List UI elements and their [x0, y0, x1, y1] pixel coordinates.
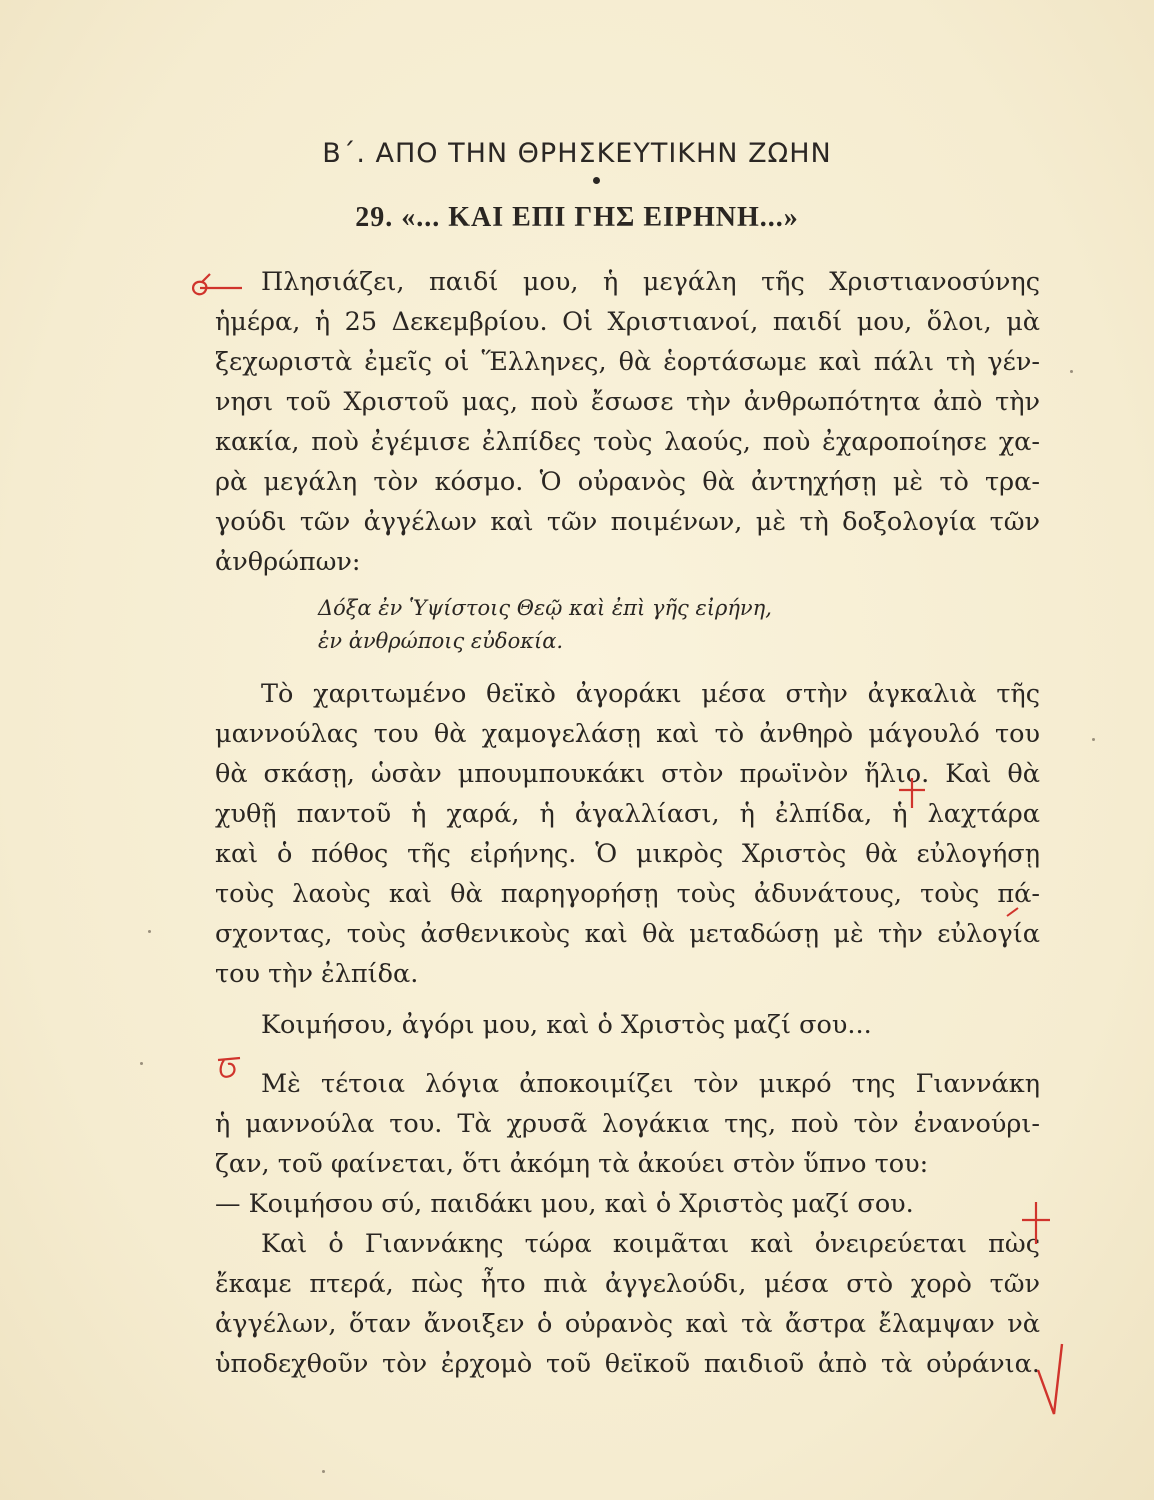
proofreader-check-mark-icon: [1036, 1340, 1066, 1420]
text-line: ζαν, τοῦ φαίνεται, ὅτι ἀκόμη τὰ ἀκούει στὸν ὕπνο του:: [215, 1149, 929, 1179]
bible-verse: [318, 592, 772, 658]
text-line: ἡ μαννούλα του. Τὰ χρυσᾶ λογάκια της, ποὺ τὸν ἐνανούρι-: [215, 1109, 1040, 1139]
proofreader-paragraph-mark-icon: [210, 1054, 250, 1088]
paper-speck: [1092, 738, 1095, 741]
paper-speck: [148, 930, 151, 933]
section-heading: Β΄. ΑΠΟ ΤΗΝ ΘΡΗΣΚΕΥΤΙΚΗΝ ΖΩΗΝ: [322, 138, 832, 169]
text-line: καὶ ὁ πόθος τῆς εἰρήνης. Ὁ μικρὸς Χριστὸς θὰ εὐλογήσῃ: [215, 839, 1040, 869]
text-line: κακία, ποὺ ἐγέμισε ἐλπίδες τοὺς λαούς, ποὺ ἐχαροποίησε χα-: [215, 427, 1040, 457]
text-line: ἀγγέλων, ὅταν ἄνοιξεν ὁ οὐρανὸς καὶ τὰ ἄστρα ἔλαμψαν νὰ: [215, 1309, 1040, 1339]
text-line: σχοντας, τοὺς ἀσθενικοὺς καὶ θὰ μεταδώσῃ μὲ τὴν εὐλογία: [215, 919, 1040, 949]
proofreader-insert-mark-icon: [1020, 1200, 1054, 1246]
text-line: ἡμέρα, ἡ 25 Δεκεμβρίου. Οἱ Χριστιανοί, παιδί μου, ὅλοι, μὰ: [215, 307, 1040, 337]
paper-speck: [140, 1062, 143, 1065]
paper-speck: [322, 1470, 325, 1473]
chapter-title: 29. «... ΚΑΙ ΕΠΙ ΓΗΣ ΕΙΡΗΝΗ...»: [355, 202, 799, 233]
text-line: Μὲ τέτοια λόγια ἀποκοιμίζει τὸν μικρό της Γιαννάκη: [261, 1069, 1040, 1099]
paragraph-1: [215, 262, 1040, 582]
paragraph-2: [215, 674, 1040, 994]
text-line: ἀνθρώπων:: [215, 547, 361, 577]
text-line: Τὸ χαριτωμένο θεϊκὸ ἀγοράκι μέσα στὴν ἀγκαλιὰ τῆς: [261, 679, 1040, 709]
ornament-dot: [593, 177, 600, 184]
paragraph-3: [215, 1005, 1040, 1045]
text-line: μαννούλας του θὰ χαμογελάσῃ καὶ τὸ ἀνθηρὸ μάγουλό του: [215, 719, 1040, 749]
text-line: ρὰ μεγάλη τὸν κόσμο. Ὁ οὐρανὸς θὰ ἀντηχήσῃ μὲ τὸ τρα-: [215, 467, 1040, 497]
text-line: Πλησιάζει, παιδί μου, ἡ μεγάλη τῆς Χριστιανοσύνης: [261, 267, 1040, 297]
text-line: νησι τοῦ Χριστοῦ μας, ποὺ ἔσωσε τὴν ἀνθρωπότητα ἀπὸ τὴν: [215, 387, 1040, 417]
paper-speck: [1070, 370, 1073, 373]
text-line: Καὶ ὁ Γιαννάκης τώρα κοιμᾶται καὶ ὀνειρεύεται πὼς: [261, 1229, 1040, 1259]
text-line: ξεχωριστὰ ἐμεῖς οἱ Ἕλληνες, θὰ ἑορτάσωμε καὶ πάλι τὴ γέν-: [215, 347, 1040, 377]
text-line: χυθῇ παντοῦ ἡ χαρά, ἡ ἀγαλλίασι, ἡ ἐλπίδα, ἡ λαχτάρα: [215, 799, 1040, 829]
proofreader-insert-mark-icon: [895, 778, 929, 808]
proofreader-paragraph-mark-icon: [186, 270, 246, 304]
text-line: ἔκαμε πτερά, πὼς ἦτο πιὰ ἀγγελούδι, μέσα στὸ χορὸ τῶν: [215, 1269, 1040, 1299]
paragraph-4: [215, 1064, 1040, 1384]
text-line: ὑποδεχθοῦν τὸν ἐρχομὸ τοῦ θεϊκοῦ παιδιοῦ ἀπὸ τὰ οὐράνια.: [215, 1349, 1040, 1379]
text-line: Κοιμήσου, ἀγόρι μου, καὶ ὁ Χριστὸς μαζί σου...: [261, 1010, 872, 1040]
text-line: τοὺς λαοὺς καὶ θὰ παρηγορήσῃ τοὺς ἀδυνάτους, τοὺς πά-: [215, 879, 1040, 909]
dialogue-line: — Κοιμήσου σύ, παιδάκι μου, καὶ ὁ Χριστὸς μαζί σου.: [215, 1189, 914, 1219]
proofreader-small-mark-icon: [1006, 906, 1020, 918]
verse-line: ἐν ἀνθρώποις εὐδοκία.: [318, 629, 564, 653]
text-line: γούδι τῶν ἀγγέλων καὶ τῶν ποιμένων, μὲ τὴ δοξολογία τῶν: [215, 507, 1040, 537]
verse-line: Δόξα ἐν Ὑψίστοις Θεῷ καὶ ἐπὶ γῆς εἰρήνη,: [318, 596, 772, 620]
text-line: θὰ σκάσῃ, ὡσὰν μπουμπουκάκι στὸν πρωϊνὸν ἥλιο. Καὶ θὰ: [215, 759, 1040, 789]
text-line: του τὴν ἐλπίδα.: [215, 959, 419, 989]
